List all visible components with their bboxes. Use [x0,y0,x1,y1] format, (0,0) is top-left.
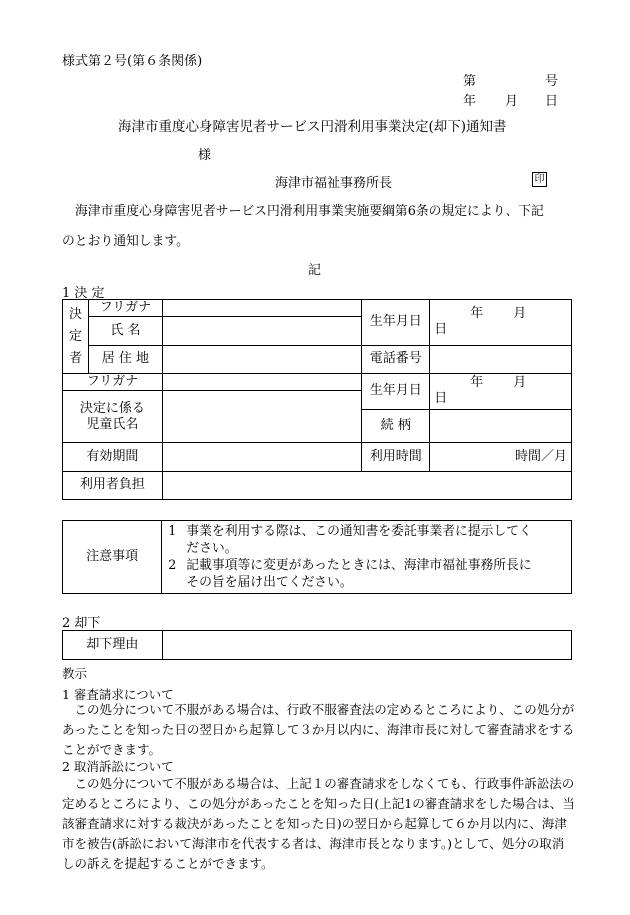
user-charge-field[interactable] [162,471,571,499]
child-birth-day: 日 [434,391,448,407]
note2-line1: 記載事項等に変更があったときには、海津市福祉事務所長に [186,558,532,573]
note2-number: 2 [168,558,177,573]
notes-content [162,521,572,594]
birth-day: 日 [434,322,448,338]
instruction-item1-heading: 1 審査請求について [62,687,174,702]
form-number: 様式第２号(第６条関係) [62,54,203,69]
recipient-label-3: 者 [68,350,82,366]
notes-label: 注意事項 [63,521,162,594]
valid-period-label: 有効期間 [63,443,163,471]
name-label: 氏 名 [88,317,162,345]
furigana-field[interactable] [162,300,362,317]
instruction-item2-text: この処分について不服がある場合は、上記１の審査請求をしなくても、行政事件訴訟法の定めるところにより、この処分があったことを知った日(上記1の審査請求をした場合は、当該審査請求に対する裁決があったことを知った日)の翌日から起算して６か月以内に、海津市を被告(訴訟において海津市を代表する者は、海津市長となります。)として、処分の取消しの訴えを提起することができます。 [62,776,575,871]
child-furigana-label: フリガナ [63,374,163,391]
child-furigana-field[interactable] [162,374,362,391]
decision-table [62,299,572,500]
document-number-prefix: 第 [463,74,477,89]
seal-text: 印 [532,172,547,187]
recipient-label-1: 決 [68,306,82,322]
note1-number: 1 [168,524,177,539]
note2-line2: その旨を届け出てください。 [186,575,353,590]
rejection-reason-label: 却下理由 [63,631,163,660]
document-number-suffix: 号 [545,74,559,89]
usage-time-field[interactable] [430,443,572,471]
birthdate-label: 生年月日 [362,300,430,346]
name-field[interactable] [162,317,362,345]
rejection-reason-field[interactable] [162,631,571,660]
notes-table [62,520,572,594]
child-birth-year: 年 [470,375,484,391]
section1-heading: 1 決 定 [62,286,105,301]
address-field[interactable] [162,345,362,373]
relationship-field[interactable] [430,409,572,443]
date-month: 月 [505,94,519,109]
note1-line2: ださい。 [186,541,238,556]
document-title: 海津市重度心身障害児者サービス円滑利用事業決定(却下)通知書 [118,119,507,135]
birthdate-field[interactable] [430,300,572,346]
recipient-label-cell [63,300,89,374]
ki-label: 記 [308,263,322,278]
child-birthdate-field[interactable] [430,374,572,410]
user-charge-label: 利用者負担 [63,471,163,499]
instruction-item2-heading: 2 取消訴訟について [62,759,174,774]
date-day: 日 [545,94,559,109]
birth-month: 月 [513,306,527,322]
intro-text-line2: のとおり通知します。 [62,234,189,249]
issuer-name: 海津市福祉事務所長 [275,176,393,191]
date-year: 年 [463,94,477,109]
relationship-label: 続 柄 [362,409,430,443]
child-name-field[interactable] [162,391,362,443]
instruction-heading: 教示 [62,666,88,681]
recipient-label-2: 定 [68,328,82,344]
hours-per-month-unit: 時間／月 [514,448,567,464]
instruction-item1-text: この処分について不服がある場合は、行政不服審査法の定めるところにより、この処分があったことを知った日の翌日から起算して３か月以内に、海津市長に対して審査請求をすることができます。 [62,702,575,757]
addressee-honorific: 様 [198,148,212,163]
valid-period-field[interactable] [162,443,362,471]
furigana-label: フリガナ [88,300,162,317]
address-label: 居 住 地 [88,345,162,373]
intro-text-line1: 海津市重度心身障害児者サービス円滑利用事業実施要綱第6条の規定により、下記 [75,204,544,219]
child-birthdate-label: 生年月日 [362,374,430,410]
child-name-label: 決定に係る児童氏名 [63,391,163,443]
note1-line1: 事業を利用する際は、この通知書を委託事業者に提示してく [186,524,532,539]
section2-heading: 2 却下 [62,616,101,631]
phone-field[interactable] [430,345,572,373]
phone-label: 電話番号 [362,345,430,373]
birth-year: 年 [470,306,484,322]
seal-mark [532,171,547,187]
usage-time-label: 利用時間 [362,443,430,471]
rejection-table [62,630,572,660]
child-birth-month: 月 [513,375,527,391]
